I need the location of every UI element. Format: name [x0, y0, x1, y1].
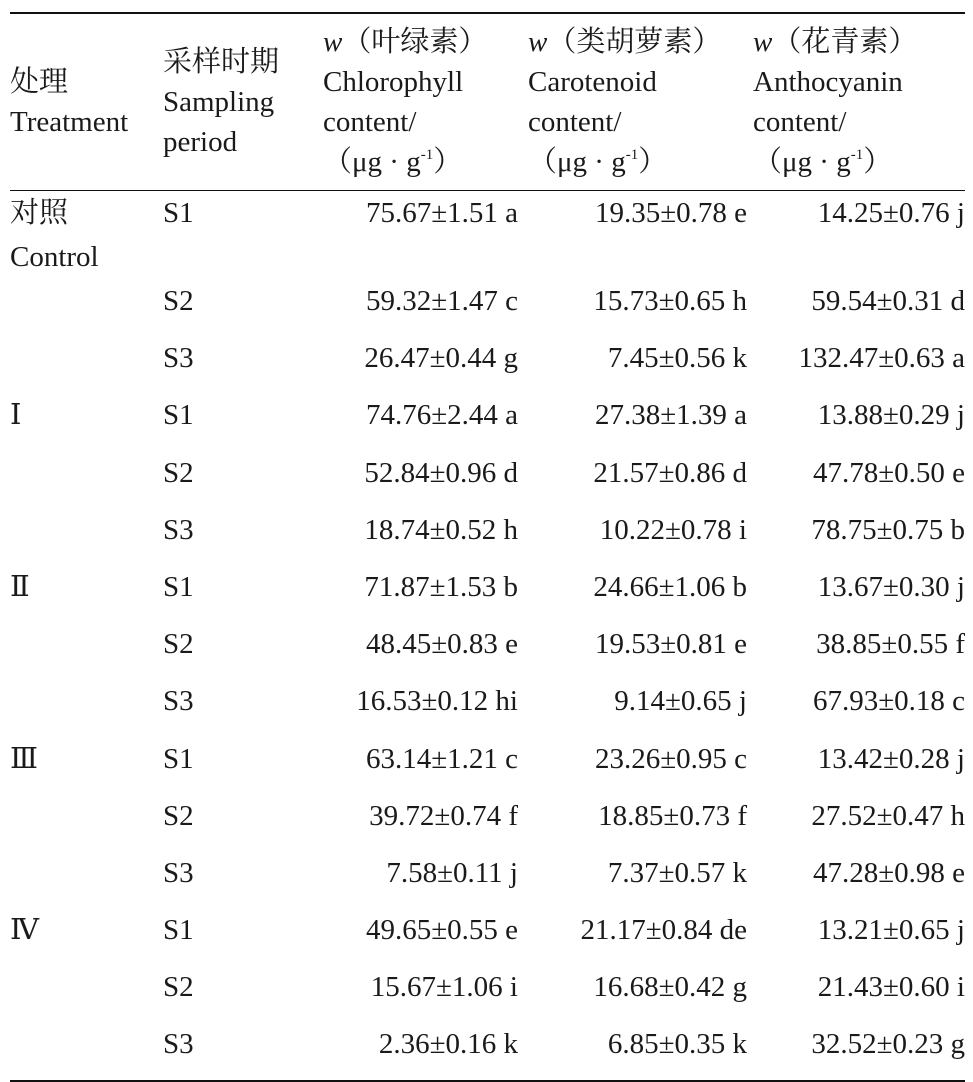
anthocyanin-value-cell: 47.28±0.98 e	[812, 856, 965, 889]
treatment-label: Ⅲ	[10, 742, 38, 775]
header-chlorophyll: w（叶绿素） Chlorophyll content/ $(\mu g \cdot g^{-1})$	[323, 26, 488, 178]
anthocyanin-value-cell: 47.78±0.50 e	[812, 456, 965, 489]
table-row	[10, 279, 965, 336]
sampling-period-cell: S1	[163, 914, 194, 947]
sampling-period-cell: S1	[163, 742, 194, 775]
carotenoid-value-cell: 21.17±0.84 de	[580, 914, 747, 947]
anthocyanin-value-cell: 38.85±0.55 f	[816, 628, 965, 661]
header-anthocyanin: w（花青素） Anthocyanin content/ $(\mu g \cdot g^{-1})$	[753, 26, 918, 178]
carotenoid-value-cell: 19.53±0.81 e	[594, 628, 747, 661]
sampling-period-cell: S1	[163, 570, 194, 603]
table-row	[10, 451, 965, 508]
treatment-cell	[10, 622, 163, 679]
anthocyanin-value-cell: 21.43±0.60 i	[817, 971, 965, 1004]
carotenoid-value-cell: 9.14±0.65 j	[614, 685, 747, 718]
carotenoid-value-cell: 18.85±0.73 f	[598, 799, 747, 832]
treatment-cell	[10, 279, 163, 336]
table-row	[10, 393, 965, 450]
sampling-period-cell: S3	[163, 513, 194, 546]
carotenoid-value-cell: 24.66±1.06 b	[593, 570, 747, 603]
chlorophyll-value-cell: 39.72±0.74 f	[369, 799, 518, 832]
table-row	[10, 965, 965, 1022]
sampling-period-cell: S3	[163, 1028, 194, 1061]
chlorophyll-value-cell: 26.47±0.44 g	[364, 342, 518, 375]
chlorophyll-value-cell: 59.32±1.47 c	[365, 285, 518, 317]
anthocyanin-value-cell: 59.54±0.31 d	[811, 285, 965, 317]
chlorophyll-value-cell: 71.87±1.53 b	[364, 570, 518, 603]
chlorophyll-value-cell: 63.14±1.21 c	[365, 742, 518, 775]
treatment-cell	[10, 1022, 163, 1079]
treatment-cell	[10, 794, 163, 851]
carotenoid-value-cell: 27.38±1.39 a	[594, 399, 747, 432]
table-row	[10, 191, 965, 279]
sampling-period-cell: S2	[163, 456, 194, 489]
header-treatment: 处理 Treatment	[10, 66, 129, 138]
header-sampling-period: 采样时期 Sampling period	[163, 46, 280, 158]
anthocyanin-value-cell: 27.52±0.47 h	[811, 799, 965, 832]
anthocyanin-value-cell: 13.21±0.65 j	[817, 914, 965, 947]
anthocyanin-value-cell: 13.88±0.29 j	[817, 399, 965, 432]
treatment-cell	[10, 508, 163, 565]
carotenoid-value-cell: 23.26±0.95 c	[594, 742, 747, 775]
anthocyanin-value-cell: 32.52±0.23 g	[811, 1028, 965, 1061]
carotenoid-value-cell: 7.45±0.56 k	[607, 342, 747, 375]
treatment-cell	[10, 393, 163, 450]
carotenoid-value-cell: 15.73±0.65 h	[593, 285, 747, 317]
sampling-period-cell: S1	[163, 197, 194, 229]
anthocyanin-value-cell: 132.47±0.63 a	[798, 342, 965, 375]
table-body	[10, 191, 965, 1080]
anthocyanin-value-cell: 78.75±0.75 b	[811, 513, 965, 546]
treatment-label: Ⅱ	[10, 570, 30, 603]
treatment-cell	[10, 451, 163, 508]
table-row	[10, 336, 965, 393]
sampling-period-cell: S1	[163, 399, 194, 432]
table-row	[10, 851, 965, 908]
treatment-cell	[10, 191, 163, 279]
carotenoid-value-cell: 19.35±0.78 e	[594, 197, 747, 229]
treatment-cell	[10, 965, 163, 1022]
chlorophyll-value-cell: 52.84±0.96 d	[364, 456, 518, 489]
carotenoid-value-cell: 7.37±0.57 k	[607, 856, 747, 889]
treatment-label: 对照	[10, 197, 69, 229]
sampling-period-cell: S2	[163, 799, 194, 832]
anthocyanin-value-cell: 14.25±0.76 j	[817, 197, 965, 229]
table-row	[10, 737, 965, 794]
treatment-cell	[10, 565, 163, 622]
sampling-period-cell: S2	[163, 628, 194, 661]
sampling-period-cell: S3	[163, 856, 194, 889]
table-row	[10, 679, 965, 736]
table-header	[10, 14, 965, 190]
anthocyanin-value-cell: 13.67±0.30 j	[817, 570, 965, 603]
treatment-cell	[10, 679, 163, 736]
table-row	[10, 794, 965, 851]
anthocyanin-value-cell: 67.93±0.18 c	[812, 685, 965, 718]
treatment-label: Ⅰ	[10, 399, 22, 432]
chlorophyll-value-cell: 48.45±0.83 e	[365, 628, 518, 661]
treatment-label: Control	[10, 241, 99, 273]
sampling-period-cell: S3	[163, 342, 194, 375]
chlorophyll-value-cell: 16.53±0.12 hi	[356, 685, 518, 718]
table-row	[10, 622, 965, 679]
carotenoid-value-cell: 10.22±0.78 i	[599, 513, 747, 546]
chlorophyll-value-cell: 49.65±0.55 e	[365, 914, 518, 947]
carotenoid-value-cell: 16.68±0.42 g	[593, 971, 747, 1004]
chlorophyll-value-cell: 74.76±2.44 a	[365, 399, 518, 432]
carotenoid-value-cell: 6.85±0.35 k	[607, 1028, 747, 1061]
table-row	[10, 1022, 965, 1079]
data-table-container	[10, 12, 965, 1082]
anthocyanin-value-cell: 13.42±0.28 j	[817, 742, 965, 775]
chlorophyll-value-cell: 7.58±0.11 j	[386, 856, 518, 889]
sampling-period-cell: S2	[163, 971, 194, 1004]
table-row	[10, 508, 965, 565]
treatment-cell	[10, 908, 163, 965]
treatment-cell	[10, 851, 163, 908]
carotenoid-value-cell: 21.57±0.86 d	[593, 456, 747, 489]
treatment-label: Ⅳ	[10, 914, 39, 947]
table-row	[10, 565, 965, 622]
sampling-period-cell: S2	[163, 285, 194, 317]
bottom-rule	[10, 1080, 965, 1082]
chlorophyll-value-cell: 75.67±1.51 a	[365, 197, 518, 229]
table-row	[10, 908, 965, 965]
data-table-body	[10, 191, 965, 1080]
sampling-period-cell: S3	[163, 685, 194, 718]
header-carotenoid: w（类胡萝素） Carotenoid content/ $(\mu g \cdot g^{-1})$	[528, 26, 722, 178]
treatment-cell	[10, 737, 163, 794]
chlorophyll-value-cell: 18.74±0.52 h	[364, 513, 518, 546]
treatment-cell	[10, 336, 163, 393]
chlorophyll-value-cell: 15.67±1.06 i	[370, 971, 518, 1004]
chlorophyll-value-cell: 2.36±0.16 k	[378, 1028, 518, 1061]
data-table	[10, 14, 965, 190]
